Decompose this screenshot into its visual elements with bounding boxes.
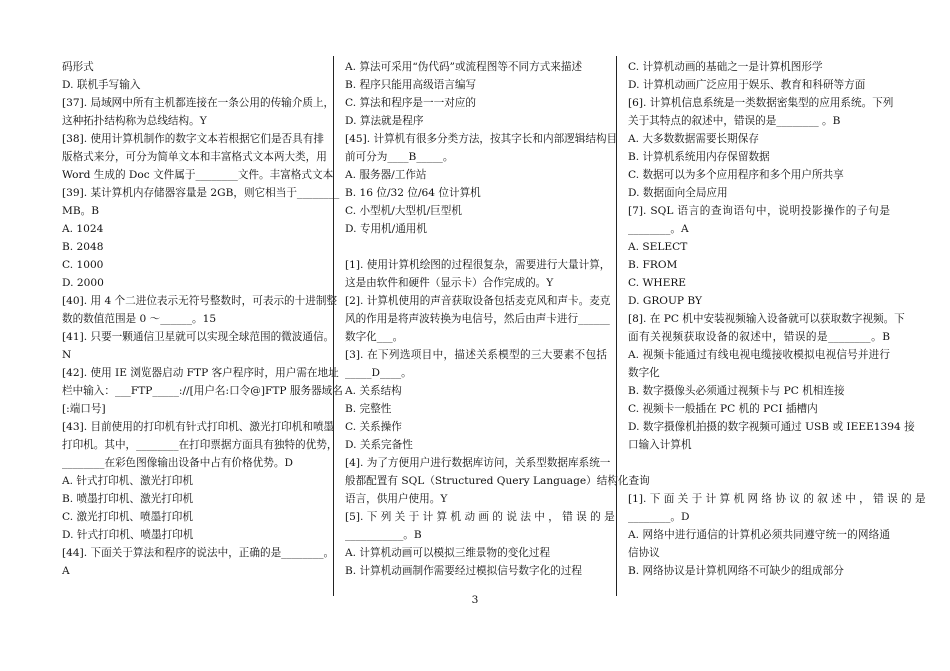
text-line: A. 算法可采用“伪代码”或流程图等不同方式来描述	[345, 61, 583, 73]
text-line: 面有关视频获取设备的叙述中，错误的是________。B	[628, 331, 890, 343]
text-line: [5]. 下 列 关 于 计 算 机 动 画 的 说 法 中 ， 错 误 的 是	[345, 511, 615, 523]
text-line: 风的作用是将声波转换为电信号，然后由声卡进行______	[345, 313, 610, 325]
text-line: Word 生成的 Doc 文件属于________文件。丰富格式文本	[62, 169, 334, 181]
text-line: B. 计算机系统用内存保留数据	[628, 151, 770, 163]
text-line: D. 数据面向全局应用	[628, 187, 728, 199]
text-line: C. 激光打印机、喷墨打印机	[62, 511, 193, 523]
paragraph-gap	[345, 238, 607, 256]
text-line: D. 联机手写输入	[62, 79, 141, 91]
text-line: D. 计算机动画广泛应用于娱乐、教育和科研等方面	[628, 79, 866, 91]
text-line: ________。A	[628, 223, 689, 235]
text-line: [6]. 计算机信息系统是一类数据密集型的应用系统。下列	[628, 97, 894, 109]
text-line: ________在彩色图像输出设备中占有价格优势。D	[62, 457, 293, 469]
text-line: [43]. 目前使用的打印机有针式打印机、激光打印机和喷墨	[62, 421, 335, 433]
text-line: A	[62, 565, 70, 577]
text-line: [37]. 局域网中所有主机都连接在一条公用的传输介质上，	[62, 97, 335, 109]
column-divider	[333, 56, 334, 596]
text-line: B. 数字摄像头必须通过视频卡与 PC 机相连接	[628, 385, 845, 397]
text-line: 信协议	[628, 547, 660, 559]
text-line: 这是由软件和硬件（显示卡）合作完成的。Y	[345, 277, 554, 289]
text-line: 数字化___。	[345, 331, 404, 343]
text-line: A. 网络中进行通信的计算机必须共同遵守统一的网络通	[628, 529, 890, 541]
text-line: C. 1000	[62, 259, 104, 271]
text-line: B. 喷墨打印机、激光打印机	[62, 493, 194, 505]
text-line: [44]. 下面关于算法和程序的说法中，正确的是________。	[62, 547, 335, 559]
text-line: 关于其特点的叙述中，错误的是________ 。B	[628, 115, 841, 127]
text-line: B. 16 位/32 位/64 位计算机	[345, 187, 481, 199]
text-line: 打印机。其中，________在打印票据方面具有独特的优势，	[62, 439, 338, 451]
text-line: A. SELECT	[628, 241, 688, 253]
text-column-right	[628, 58, 926, 598]
text-line: C. 数据可以为多个应用程序和多个用户所共享	[628, 169, 844, 181]
text-line: 码形式	[62, 61, 94, 73]
text-line: [39]. 某计算机内存储器容量是 2GB，则它相当于________	[62, 187, 340, 199]
page-number: 3	[471, 594, 479, 606]
text-line: [1]. 下 面 关 于 计 算 机 网 络 协 议 的 叙 述 中 ， 错 误 的 是	[628, 493, 926, 505]
text-line: N	[62, 349, 72, 361]
text-line: C. 小型机/大型机/巨型机	[345, 205, 462, 217]
text-line: C. 算法和程序是一一对应的	[345, 97, 476, 109]
text-line: A. 针式打印机、激光打印机	[62, 475, 193, 487]
text-line: [41]. 只要一颗通信卫星就可以实现全球范围的微波通信。	[62, 331, 335, 343]
text-line: [8]. 在 PC 机中安装视频输入设备就可以获取数字视频。下	[628, 313, 905, 325]
text-line: [4]. 为了方便用户进行数据库访问，关系型数据库系统一	[345, 457, 611, 469]
text-line: ________。D	[628, 511, 690, 523]
text-line: _____D____。	[345, 367, 412, 379]
text-line: B. 网络协议是计算机网络不可缺少的组成部分	[628, 565, 844, 577]
text-line: A. 大多数数据需要长期保存	[628, 133, 759, 145]
text-line: 这种拓扑结构称为总线结构。Y	[62, 115, 207, 127]
text-line: B. 计算机动画制作需要经过模拟信号数字化的过程	[345, 565, 582, 577]
text-line: 口输入计算机	[628, 439, 692, 451]
text-line: D. 2000	[62, 277, 104, 289]
text-line: B. 程序只能用高级语言编写	[345, 79, 477, 91]
text-line: A. 视频卡能通过有线电视电缆接收模拟电视信号并进行	[628, 349, 890, 361]
text-line: [3]. 在下列选项目中，描述关系模型的三大要素不包括	[345, 349, 607, 361]
text-line: C. 视频卡一般插在 PC 机的 PCI 插槽内	[628, 403, 818, 415]
text-line: 版格式来分，可分为简单文本和丰富格式文本两大类，用	[62, 151, 327, 163]
text-line: C. 计算机动画的基础之一是计算机图形学	[628, 61, 823, 73]
text-line: [2]. 计算机使用的声音获取设备包括麦克风和声卡。麦克	[345, 295, 611, 307]
text-line: D. 关系完备性	[345, 439, 413, 451]
text-line: C. 关系操作	[345, 421, 402, 433]
paragraph-gap	[628, 454, 890, 490]
text-line: B. 2048	[62, 241, 104, 253]
text-line: 语言，供用户使用。Y	[345, 493, 448, 505]
text-line: D. GROUP BY	[628, 295, 702, 307]
text-line: [40]. 用 4 个二进位表示无符号整数时，可表示的十进制整	[62, 295, 338, 307]
text-line: A. 关系结构	[345, 385, 402, 397]
text-column-left	[62, 58, 343, 598]
text-line: ___________。B	[345, 529, 422, 541]
column-divider	[616, 56, 617, 596]
text-line: 前可分为____B_____。	[345, 151, 454, 163]
text-line: A. 计算机动画可以模拟三维景物的变化过程	[345, 547, 551, 559]
text-line: A. 1024	[62, 223, 104, 235]
text-line: 数字化	[628, 367, 660, 379]
text-line: C. WHERE	[628, 277, 687, 289]
text-line: [1]. 使用计算机绘图的过程很复杂，需要进行大量计算，	[345, 259, 611, 271]
text-line: [42]. 使用 IE 浏览器启动 FTP 客户程序时，用户需在地址	[62, 367, 339, 379]
text-line: 般都配置有 SQL（Structured Query Language）结构化查询	[345, 475, 650, 487]
text-line: [38]. 使用计算机制作的数字文本若根据它们是否具有排	[62, 133, 324, 145]
text-line: D. 算法就是程序	[345, 115, 424, 127]
text-line: [:端口号]	[62, 403, 106, 415]
text-line: [45]. 计算机有很多分类方法，按其字长和内部逻辑结构目	[345, 133, 618, 145]
text-line: D. 数字摄像机拍摄的数字视频可通过 USB 或 IEEE1394 接	[628, 421, 915, 433]
text-line: B. FROM	[628, 259, 678, 271]
text-line: [7]. SQL 语言的查询语句中，说明投影操作的子句是	[628, 205, 890, 217]
text-line: MB。B	[62, 205, 100, 217]
text-line: D. 专用机/通用机	[345, 223, 427, 235]
text-line: A. 服务器/工作站	[345, 169, 427, 181]
text-line: B. 完整性	[345, 403, 392, 415]
text-line: D. 针式打印机、喷墨打印机	[62, 529, 194, 541]
text-line: 栏中输入：___FTP_____://[用户名:口令@]FTP 服务器域名	[62, 385, 343, 397]
text-line: 数的数值范围是 0 ～______。15	[62, 313, 217, 325]
